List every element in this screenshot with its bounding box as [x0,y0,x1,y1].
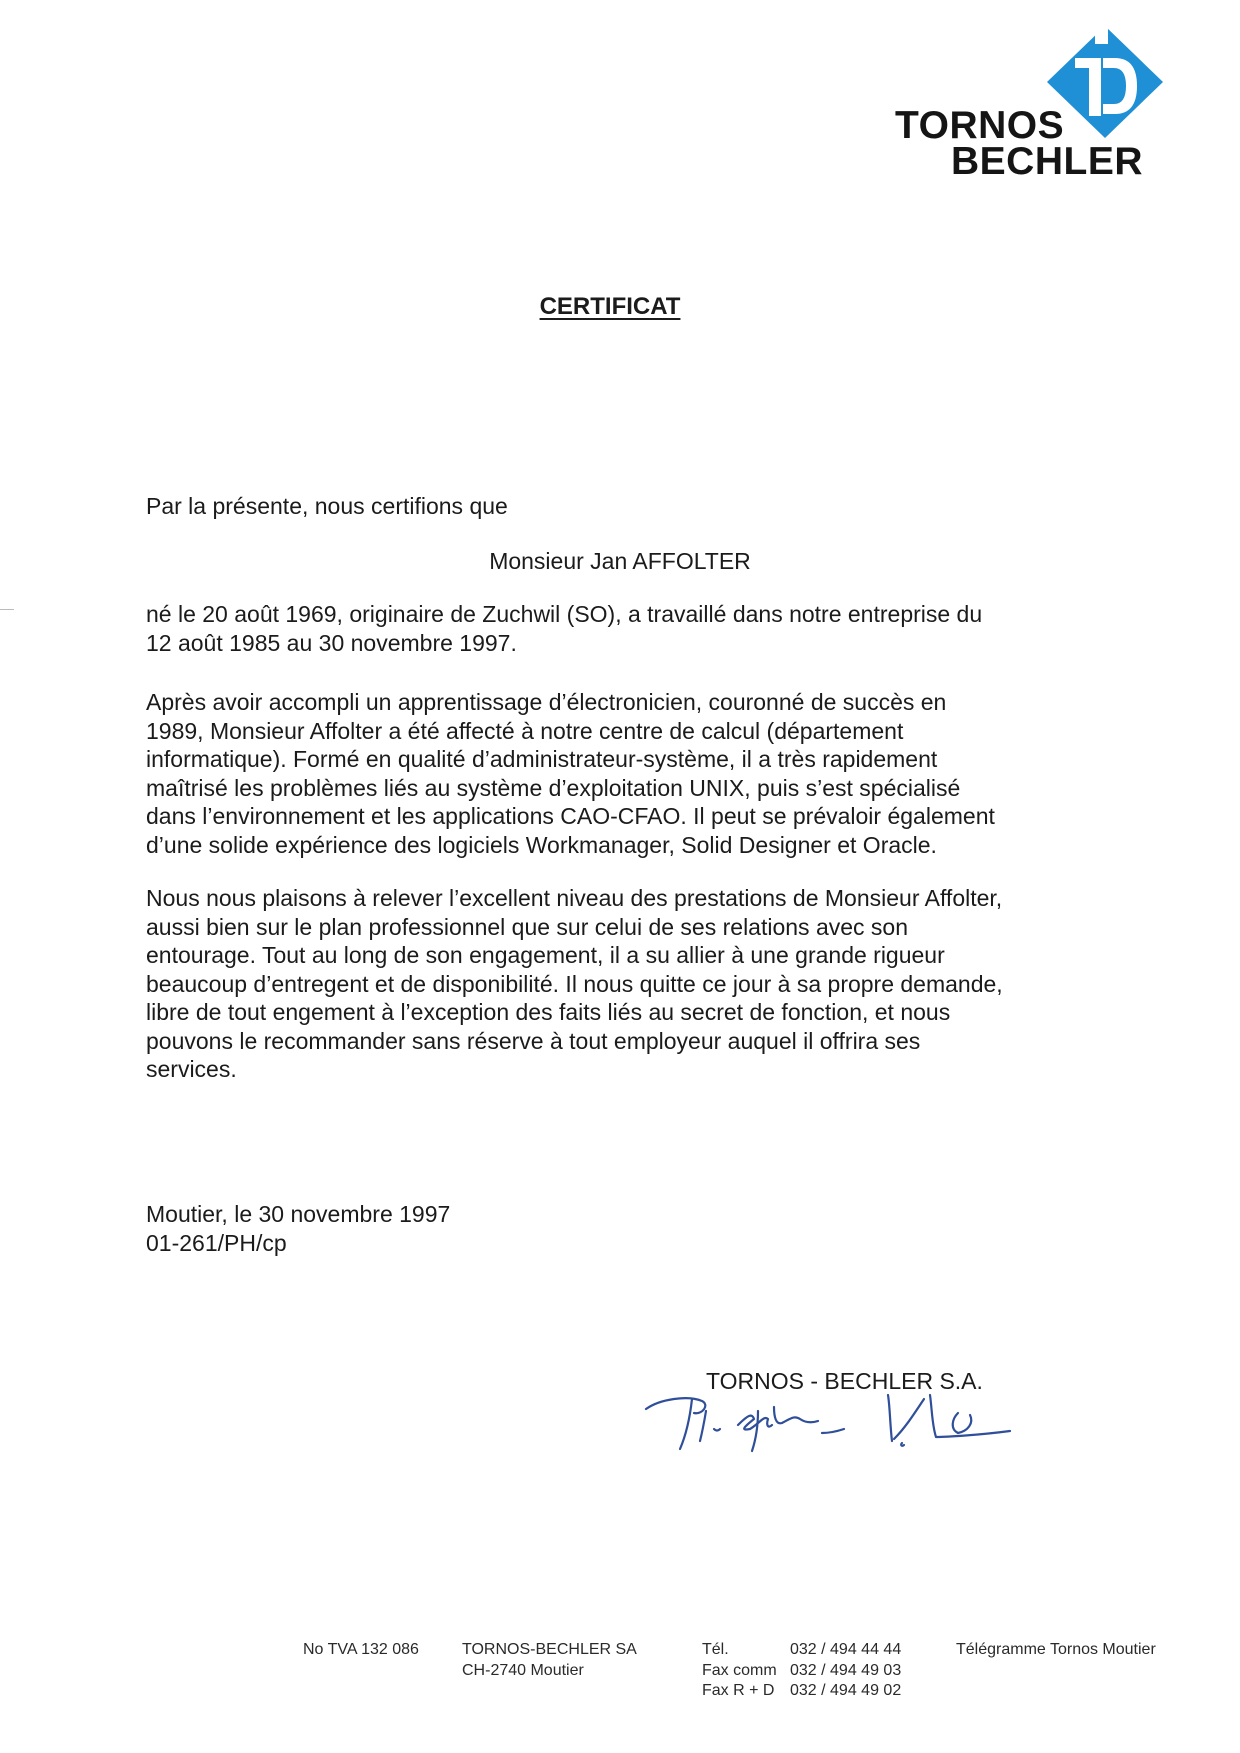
paragraph-recommendation [146,884,1096,1084]
footer-company-name: TORNOS-BECHLER SA [462,1641,637,1658]
fold-mark [0,609,14,610]
intro-line: Par la présente, nous certifions que [146,493,508,519]
paragraph-line: 1989, Monsieur Affolter a été affecté à notre centre de calcul (département [146,717,904,744]
paragraph-employment-dates [146,600,1096,657]
footer-phone-label: Tél. [702,1641,729,1658]
footer-phone-value: 032 / 494 49 02 [790,1682,902,1699]
logo-text-tornos: TORNOS [895,104,1065,147]
paragraph-line: informatique). Formé en qualité d’administrateur-système, il a très rapidement [146,746,938,772]
footer-phone-label: Fax R + D [702,1682,775,1699]
document-title: CERTIFICAT [539,293,681,320]
logo-text-bechler: BECHLER [951,140,1144,183]
paragraph-line: 12 août 1985 au 30 novembre 1997. [146,629,517,656]
paragraph-line: Après avoir accompli un apprentissage d’électronicien, couronné de succès en [146,689,947,715]
footer-vat [303,1640,419,1661]
signatory-company: TORNOS - BECHLER S.A. [706,1368,983,1394]
footer-phone-row [702,1661,901,1682]
footer-vat-number: No TVA 132 086 [303,1641,419,1658]
paragraph-line: entourage. Tout au long de son engagement, il a su allier à une grande rigueur [146,942,945,968]
paragraph-career [146,688,1096,859]
paragraph-line: dans l’environnement et les applications CAO-CFAO. Il peut se prévaloir également [146,803,995,829]
footer-phone-row [702,1640,901,1661]
footer-telegram [956,1640,1156,1661]
paragraph-line: né le 20 août 1969, originaire de Zuchwil (SO), a travaillé dans notre entreprise du [146,601,983,627]
company-logo [895,24,1165,184]
footer-phone-label: Fax comm [702,1661,777,1679]
paragraph-line: beaucoup d’entregent et de disponibilité. Il nous quitte ce jour à sa propre demande, [146,970,1003,997]
place-date: Moutier, le 30 novembre 1997 [146,1201,451,1227]
paragraph-line: maîtrisé les problèmes liés au système d’exploitation UNIX, puis s’est spécialisé [146,774,961,801]
footer-telegram-text: Télégramme Tornos Moutier [956,1641,1156,1658]
footer-address: CH-2740 Moutier [462,1661,584,1679]
footer-phone-value: 032 / 494 49 03 [790,1661,902,1679]
employee-name: Monsieur Jan AFFOLTER [489,548,751,574]
paragraph-line: d’une solide expérience des logiciels Workmanager, Solid Designer et Oracle. [146,831,937,858]
footer-phone-numbers [702,1640,901,1702]
footer-phone-value: 032 / 494 44 44 [790,1641,902,1658]
reference-code: 01-261/PH/cp [146,1230,287,1256]
footer-company-address [462,1640,637,1681]
paragraph-line: libre de tout engement à l’exception des faits liés au secret de fonction, et nous [146,999,951,1025]
paragraph-line: pouvons le recommander sans réserve à tout employeur auquel il offrira ses [146,1027,921,1054]
paragraph-line: Nous nous plaisons à relever l’excellent niveau des prestations de Monsieur Affolter, [146,885,1003,911]
handwritten-signature [640,1385,1020,1460]
paragraph-line: aussi bien sur le plan professionnel que sur celui de ses relations avec son [146,913,908,940]
paragraph-line: services. [146,1056,237,1082]
footer-phone-row [702,1681,901,1702]
